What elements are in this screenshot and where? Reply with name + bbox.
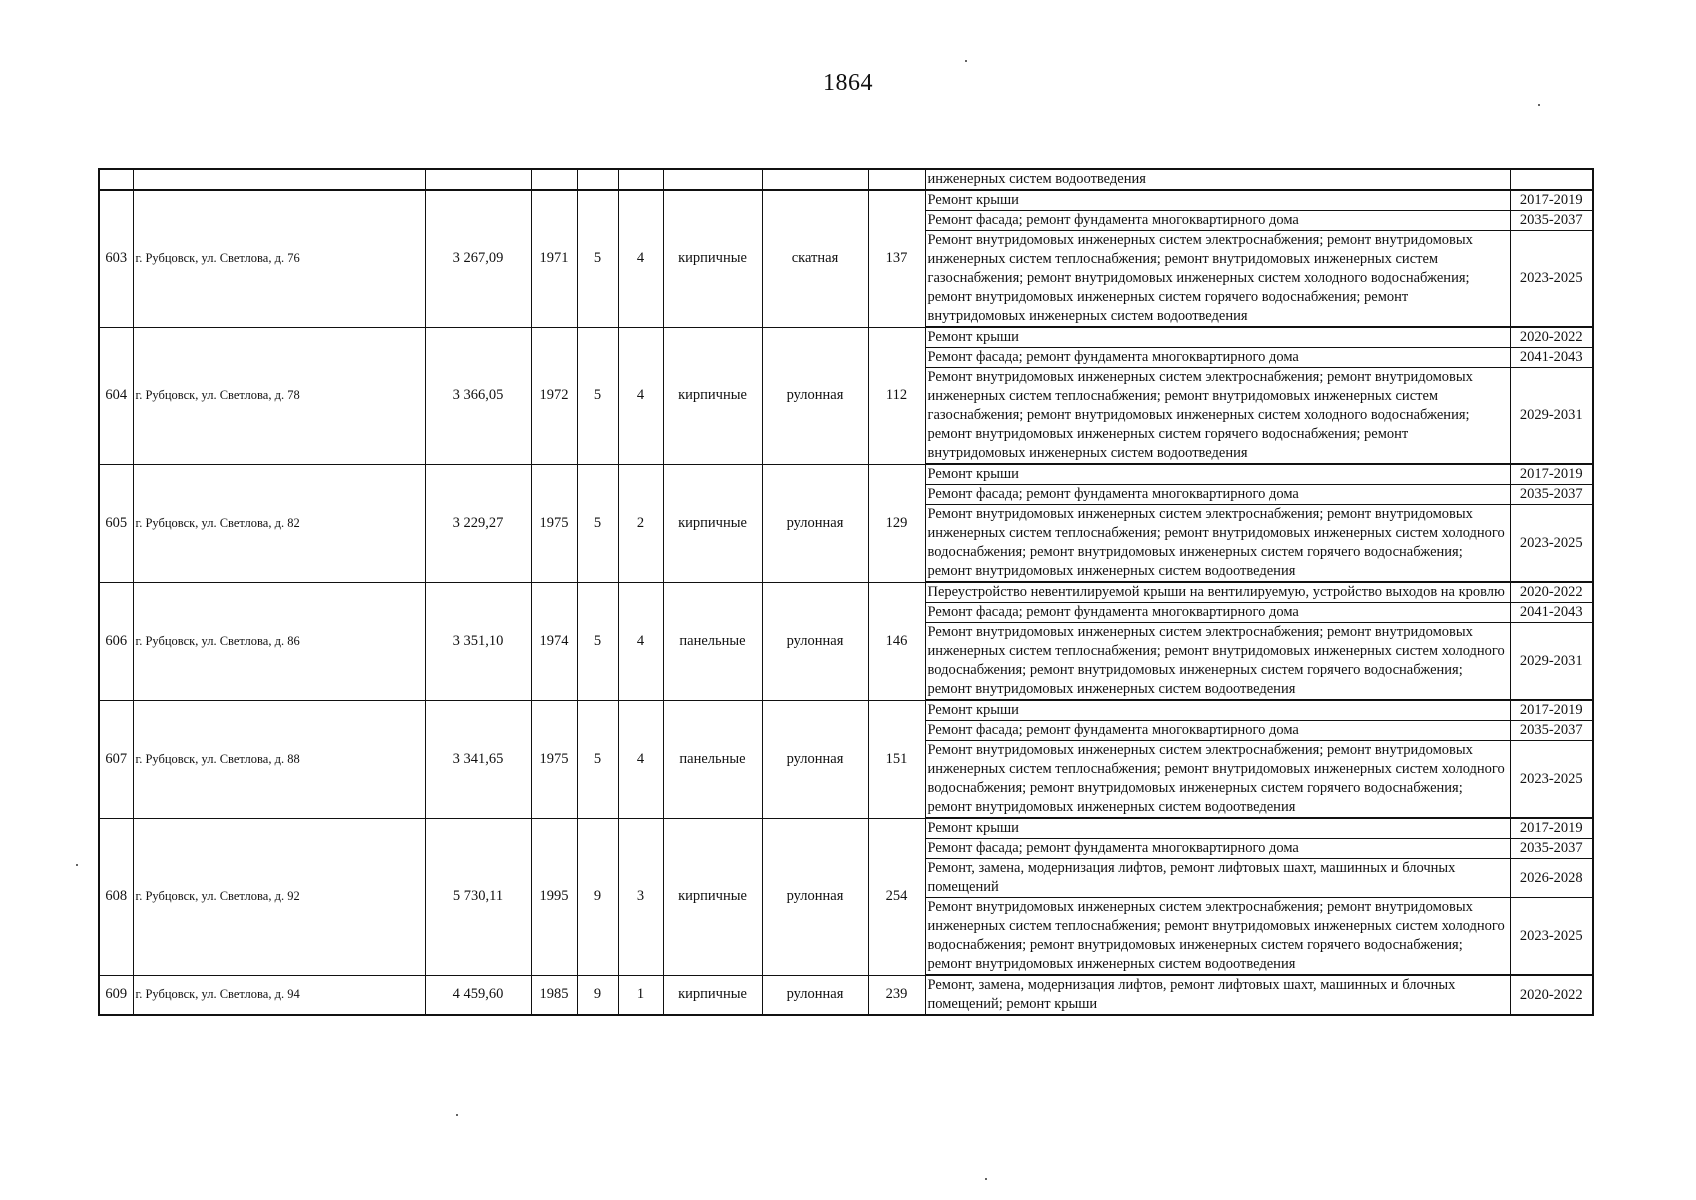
building-address: г. Рубцовск, ул. Светлова, д. 86 (133, 582, 425, 700)
work-period: 2023-2025 (1510, 231, 1593, 328)
floor-count: 5 (577, 327, 618, 464)
work-description: Ремонт внутридомовых инженерных систем электроснабжения; ремонт внутридомовых инженерных систем теплоснабжения; ремонт внутридомовых инженерных систем холодного водоснабжения; ремонт внутридомовых инженерных систем горячего водоснабжения; ремонт внутридомовых инженерных систем водоотведения (925, 898, 1510, 976)
entrance-count: 4 (618, 700, 663, 818)
build-year: 1985 (531, 975, 577, 1015)
page-number: 1864 (823, 70, 873, 96)
work-period: 2017-2019 (1510, 464, 1593, 485)
roof-type: рулонная (762, 464, 868, 582)
table-cell (868, 169, 925, 190)
building-row (99, 582, 1593, 603)
work-description: Ремонт крыши (925, 190, 1510, 211)
resident-count: 151 (868, 700, 925, 818)
building-row (99, 190, 1593, 211)
work-period: 2020-2022 (1510, 975, 1593, 1015)
building-area: 3 341,65 (425, 700, 531, 818)
work-description: Ремонт, замена, модернизация лифтов, ремонт лифтовых шахт, машинных и блочных помещений (925, 859, 1510, 898)
table-cell (618, 169, 663, 190)
work-period: 2023-2025 (1510, 505, 1593, 583)
work-description: Ремонт внутридомовых инженерных систем электроснабжения; ремонт внутридомовых инженерных систем теплоснабжения; ремонт внутридомовых инженерных систем газоснабжения; ремонт внутридомовых инженерных систем холодного водоснабжения; ремонт внутридомовых инженерных систем горячего водоснабжения; ремонт внутридомовых инженерных систем водоотведения (925, 368, 1510, 465)
work-period: 2029-2031 (1510, 623, 1593, 701)
building-number: 604 (99, 327, 133, 464)
work-description: Ремонт фасада; ремонт фундамента многоквартирного дома (925, 721, 1510, 741)
entrance-count: 3 (618, 818, 663, 975)
roof-type: скатная (762, 190, 868, 327)
entrance-count: 1 (618, 975, 663, 1015)
entrance-count: 2 (618, 464, 663, 582)
work-period: 2035-2037 (1510, 721, 1593, 741)
building-address: г. Рубцовск, ул. Светлова, д. 82 (133, 464, 425, 582)
roof-type: рулонная (762, 818, 868, 975)
floor-count: 5 (577, 190, 618, 327)
work-description: Ремонт фасада; ремонт фундамента многоквартирного дома (925, 603, 1510, 623)
work-description: Ремонт фасада; ремонт фундамента многоквартирного дома (925, 211, 1510, 231)
work-description: Ремонт внутридомовых инженерных систем электроснабжения; ремонт внутридомовых инженерных систем теплоснабжения; ремонт внутридомовых инженерных систем газоснабжения; ремонт внутридомовых инженерных систем холодного водоснабжения; ремонт внутридомовых инженерных систем горячего водоснабжения; ремонт внутридомовых инженерных систем водоотведения (925, 231, 1510, 328)
table-body (99, 169, 1593, 1015)
work-period: 2017-2019 (1510, 818, 1593, 839)
wall-material: кирпичные (663, 464, 762, 582)
building-number: 606 (99, 582, 133, 700)
work-description: Ремонт внутридомовых инженерных систем электроснабжения; ремонт внутридомовых инженерных систем теплоснабжения; ремонт внутридомовых инженерных систем холодного водоснабжения; ремонт внутридомовых инженерных систем горячего водоснабжения; ремонт внутридомовых инженерных систем водоотведения (925, 505, 1510, 583)
wall-material: кирпичные (663, 327, 762, 464)
entrance-count: 4 (618, 582, 663, 700)
work-period: 2026-2028 (1510, 859, 1593, 898)
table-cell (663, 169, 762, 190)
table-cell (133, 169, 425, 190)
floor-count: 5 (577, 464, 618, 582)
work-description: Ремонт, замена, модернизация лифтов, ремонт лифтовых шахт, машинных и блочных помещений; ремонт крыши (925, 975, 1510, 1015)
resident-count: 112 (868, 327, 925, 464)
wall-material: кирпичные (663, 190, 762, 327)
build-year: 1975 (531, 700, 577, 818)
work-period: 2041-2043 (1510, 348, 1593, 368)
build-year: 1975 (531, 464, 577, 582)
wall-material: кирпичные (663, 818, 762, 975)
table-cell (577, 169, 618, 190)
work-period: 2017-2019 (1510, 190, 1593, 211)
work-period: 2035-2037 (1510, 211, 1593, 231)
resident-count: 137 (868, 190, 925, 327)
work-description: Ремонт внутридомовых инженерных систем электроснабжения; ремонт внутридомовых инженерных систем теплоснабжения; ремонт внутридомовых инженерных систем холодного водоснабжения; ремонт внутридомовых инженерных систем горячего водоснабжения; ремонт внутридомовых инженерных систем водоотведения (925, 741, 1510, 819)
resident-count: 146 (868, 582, 925, 700)
building-row (99, 700, 1593, 721)
building-area: 3 229,27 (425, 464, 531, 582)
build-year: 1972 (531, 327, 577, 464)
work-description: Ремонт крыши (925, 700, 1510, 721)
floor-count: 5 (577, 700, 618, 818)
work-period: 2041-2043 (1510, 603, 1593, 623)
resident-count: 129 (868, 464, 925, 582)
table-cell (99, 169, 133, 190)
table-cell (762, 169, 868, 190)
building-address: г. Рубцовск, ул. Светлова, д. 92 (133, 818, 425, 975)
building-row (99, 464, 1593, 485)
entrance-count: 4 (618, 190, 663, 327)
entrance-count: 4 (618, 327, 663, 464)
wall-material: кирпичные (663, 975, 762, 1015)
building-address: г. Рубцовск, ул. Светлова, д. 94 (133, 975, 425, 1015)
work-period: 2023-2025 (1510, 898, 1593, 976)
work-description: Ремонт фасада; ремонт фундамента многоквартирного дома (925, 485, 1510, 505)
roof-type: рулонная (762, 700, 868, 818)
building-number: 605 (99, 464, 133, 582)
building-area: 4 459,60 (425, 975, 531, 1015)
work-description: Ремонт крыши (925, 818, 1510, 839)
work-description: Переустройство невентилируемой крыши на вентилируемую, устройство выходов на кровлю (925, 582, 1510, 603)
building-row (99, 975, 1593, 1015)
building-address: г. Рубцовск, ул. Светлова, д. 88 (133, 700, 425, 818)
table-cell (1510, 169, 1593, 190)
work-description: инженерных систем водоотведения (925, 169, 1510, 190)
floor-count: 5 (577, 582, 618, 700)
work-period: 2017-2019 (1510, 700, 1593, 721)
roof-type: рулонная (762, 975, 868, 1015)
work-description: Ремонт фасада; ремонт фундамента многоквартирного дома (925, 348, 1510, 368)
work-description: Ремонт фасада; ремонт фундамента многоквартирного дома (925, 839, 1510, 859)
building-row (99, 818, 1593, 839)
building-area: 3 366,05 (425, 327, 531, 464)
work-period: 2029-2031 (1510, 368, 1593, 465)
table-cell (425, 169, 531, 190)
building-area: 3 351,10 (425, 582, 531, 700)
build-year: 1995 (531, 818, 577, 975)
building-row (99, 327, 1593, 348)
floor-count: 9 (577, 818, 618, 975)
roof-type: рулонная (762, 582, 868, 700)
building-number: 609 (99, 975, 133, 1015)
work-period: 2035-2037 (1510, 485, 1593, 505)
continuation-row (99, 169, 1593, 190)
resident-count: 254 (868, 818, 925, 975)
floor-count: 9 (577, 975, 618, 1015)
work-description: Ремонт крыши (925, 327, 1510, 348)
roof-type: рулонная (762, 327, 868, 464)
building-area: 5 730,11 (425, 818, 531, 975)
work-period: 2035-2037 (1510, 839, 1593, 859)
building-address: г. Рубцовск, ул. Светлова, д. 76 (133, 190, 425, 327)
work-period: 2020-2022 (1510, 327, 1593, 348)
building-number: 607 (99, 700, 133, 818)
housing-repair-table (98, 168, 1594, 1016)
resident-count: 239 (868, 975, 925, 1015)
building-number: 608 (99, 818, 133, 975)
build-year: 1971 (531, 190, 577, 327)
building-number: 603 (99, 190, 133, 327)
work-description: Ремонт крыши (925, 464, 1510, 485)
build-year: 1974 (531, 582, 577, 700)
wall-material: панельные (663, 700, 762, 818)
work-period: 2023-2025 (1510, 741, 1593, 819)
work-description: Ремонт внутридомовых инженерных систем электроснабжения; ремонт внутридомовых инженерных систем теплоснабжения; ремонт внутридомовых инженерных систем холодного водоснабжения; ремонт внутридомовых инженерных систем горячего водоснабжения; ремонт внутридомовых инженерных систем водоотведения (925, 623, 1510, 701)
table-cell (531, 169, 577, 190)
wall-material: панельные (663, 582, 762, 700)
building-area: 3 267,09 (425, 190, 531, 327)
work-period: 2020-2022 (1510, 582, 1593, 603)
building-address: г. Рубцовск, ул. Светлова, д. 78 (133, 327, 425, 464)
